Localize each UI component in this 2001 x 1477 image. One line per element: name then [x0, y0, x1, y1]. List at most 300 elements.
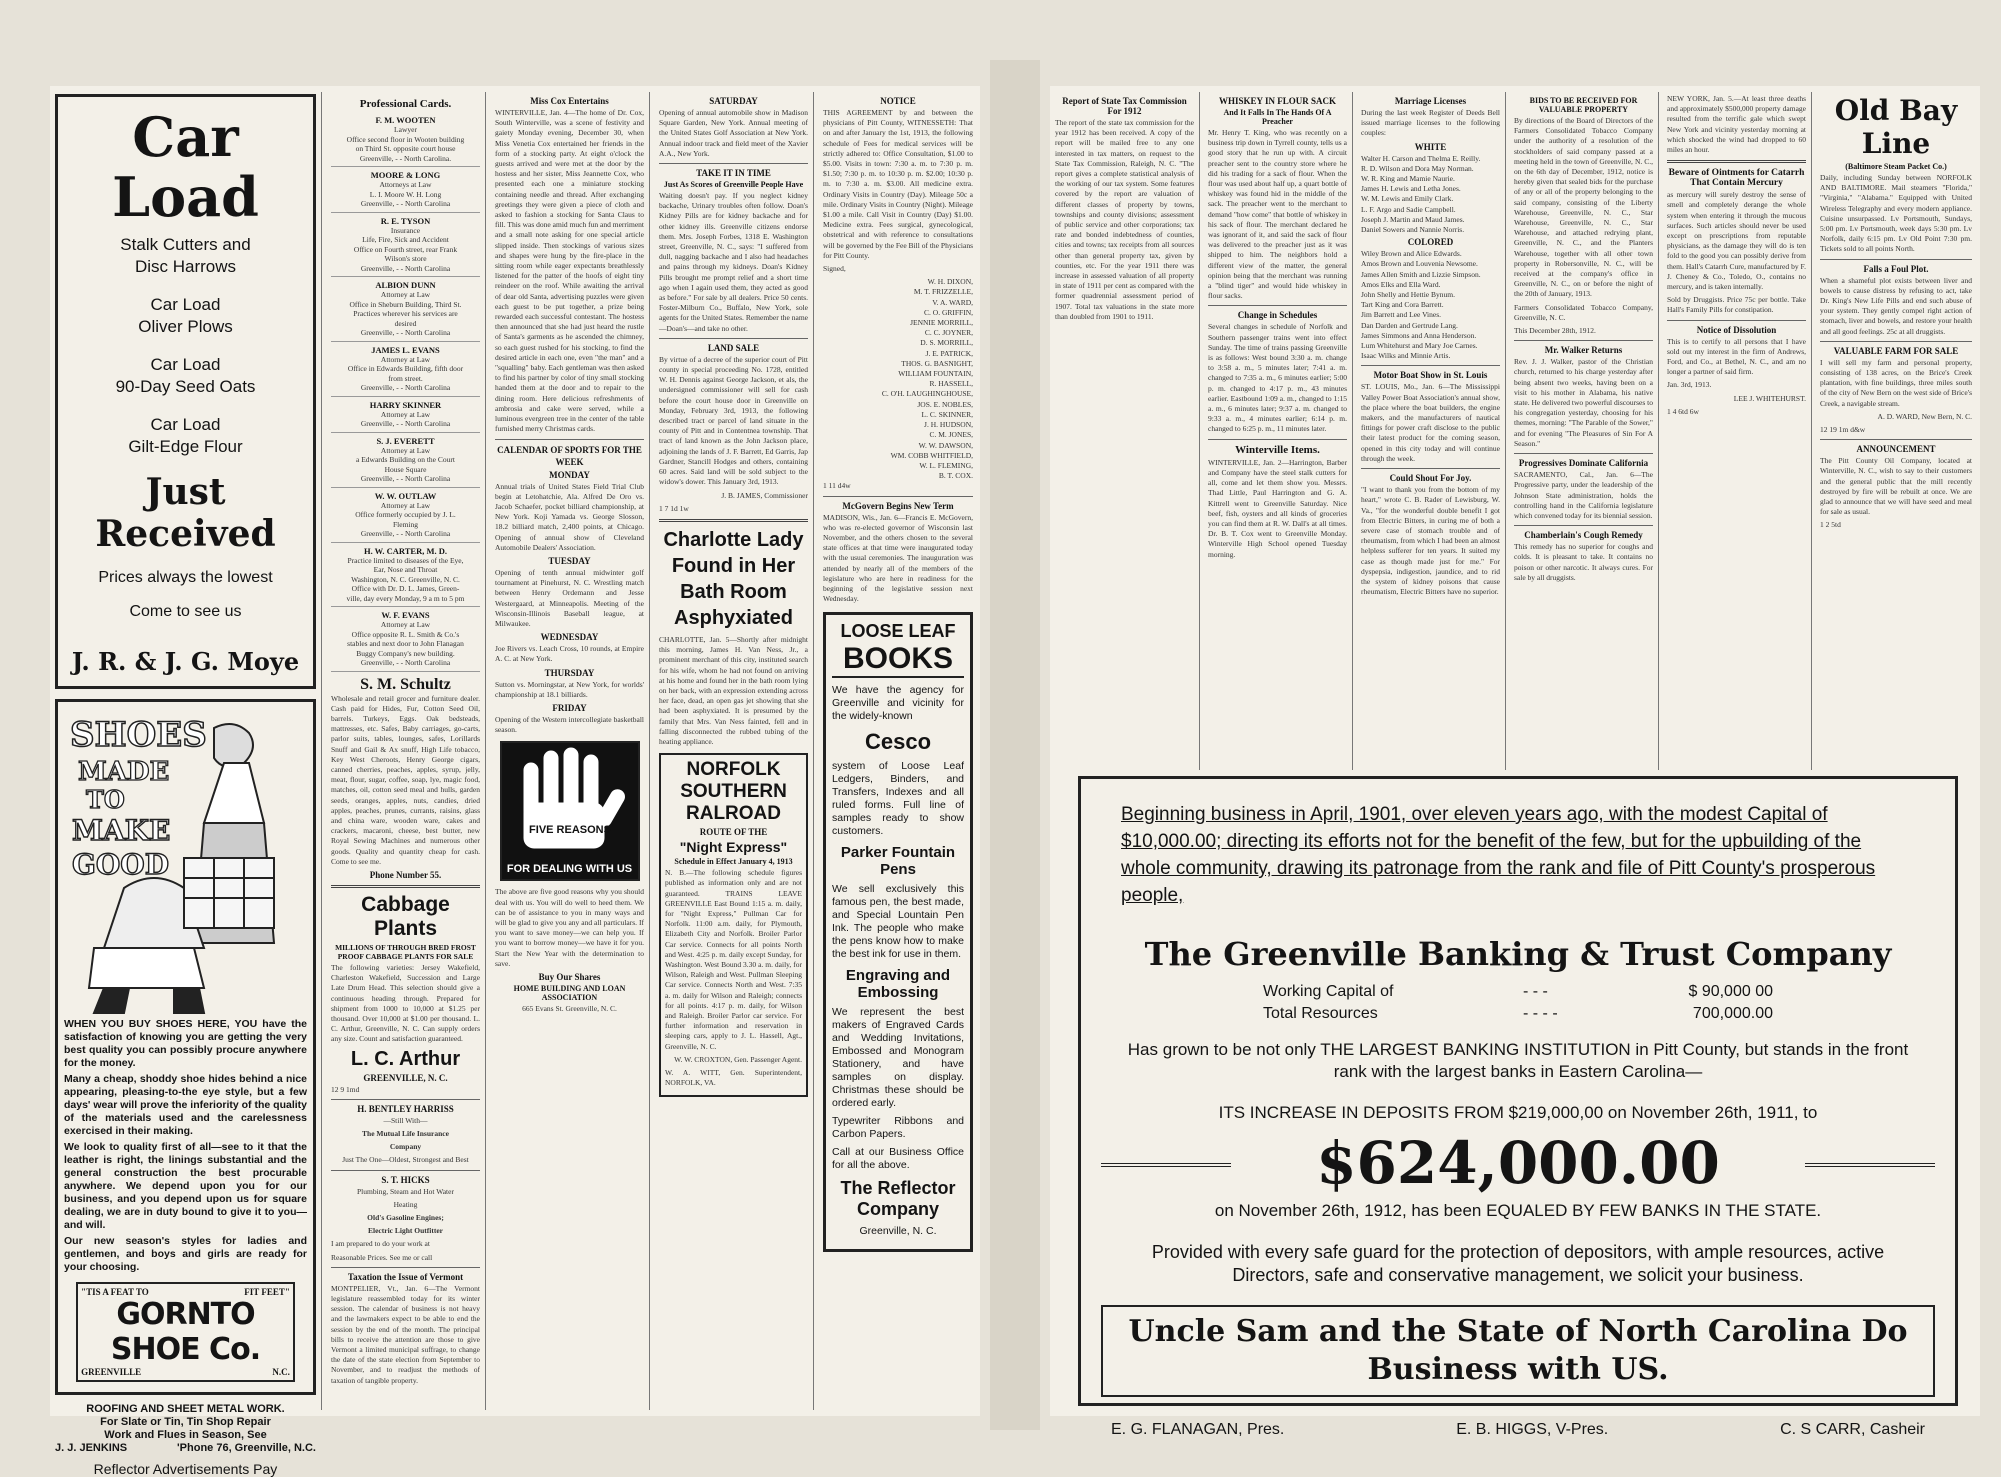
- shoes-headline-1: MADE: [78, 757, 170, 787]
- card-line: Greenville, - - North Carolina: [360, 263, 451, 273]
- saturday-day: SATURDAY: [709, 96, 758, 106]
- license-entry: Tart King and Cora Barrett.: [1361, 300, 1444, 310]
- moye-signature: J. R. & J. G. Moye: [71, 647, 300, 676]
- sports-text: Sutton vs. Morningstar, at New York, for worlds' championship at 18.1 billiards.: [495, 679, 644, 699]
- dissolution-code: 1 4 6td 6w: [1667, 406, 1699, 416]
- card-role: Attorney at Law: [380, 290, 431, 299]
- left-column-ads: [50, 92, 322, 1477]
- news-column-right: [818, 92, 978, 1410]
- whiskey-sub: And It Falls In The Hands Of A Preacher: [1223, 108, 1332, 126]
- cabbage-text: The following varieties: Jersey Wakefield, Charleston Wakefield, Succession and Large Late Drum Head. This selection should give a continuous heading through. Prepared for shipment from 1000 to 10,000 at $1.25 per thousand. Over 10,000 at $1.00 per thousand. L. C. Arthur, Greenville, N. C. Can supply orders any size. Count and satisfaction guaranteed.: [331, 962, 480, 1044]
- physician-name: W. L. FLEMING,: [919, 460, 973, 470]
- carload-line: Oliver Plows: [138, 317, 233, 336]
- bank-provided: Provided with every safe guard for the protection of depositors, with ample resources, active Directors, safe and conservative management, we solicit your business.: [1151, 1242, 1885, 1285]
- roofing-ad: [55, 1403, 316, 1455]
- license-entry: John Shelly and Hettie Bynum.: [1361, 290, 1455, 300]
- card-name: W. W. OUTLAW: [374, 490, 437, 501]
- roofing-phone: 'Phone 76, Greenville, N.C.: [177, 1442, 316, 1454]
- cox-text: WINTERVILLE, Jan. 4—The home of Dr. Cox, South Winterville, was a scene of festivity and gaiety Monday evening, December 30, when Miss Venetia Cox entertained her friends in the form of a stocking party. At eight o'clock the guests arrived and were met at the door by the hostess and her sister, Miss Jeannette Cox, who presented each one a miniature stocking containing needle and thread. After exchanging greetings they were given a piece of cloth and asked to fashion a stocking for Santa Claus to fill. This was done amid much fun and merriment and a small note asking for one special article slipped inside. Then stockings of various sizes and shapes were hung by the fire-place in the sitting room while eager expectants breathlessly listened for the patter of the hoofs of eight tiny reindeer on the roof. While awaiting the arrival of dear old Santa, advertising puzzles were given each guest to be put together, a prize being rewarded each successful contestant. The hostess then announced that she had just heard the rustle of Santa's garments as he ascended the chimney, so each guest rushed for his stocking, to find the desired article in each one, even "the man" and a "squalling" baby. Each gentleman was then asked to find his partner by color of tiny small stocking handed them at the door and to repair to the dining room. Here delicious refreshments of ambrosia and cake were served, while a luminous evergreen tree in the center of the table furnished merry Christmas cards.: [495, 108, 644, 434]
- five-reasons-caption: FOR DEALING WITH US: [506, 863, 633, 876]
- card-role: Attorneys at Law: [379, 180, 432, 189]
- arthur-name: L. C. Arthur: [350, 1047, 461, 1070]
- harriss-line: The Mutual Life Insurance: [362, 1128, 449, 1138]
- card-line: Office with Dr. D. L. James, Green-: [351, 584, 460, 593]
- sports-text: Joe Rivers vs. Leach Cross, 10 rounds, at Empire A. C. at New York.: [495, 644, 644, 664]
- physician-name: L. C. SKINNER,: [921, 409, 973, 419]
- hicks-line: I am prepared to do your work at: [331, 1239, 430, 1249]
- farm-title: VALUABLE FARM FOR SALE: [1833, 345, 1959, 356]
- cabbage-sub: MILLIONS OF THROUGH BRED FROST PROOF CABBAGE PLANTS FOR SALE: [335, 942, 476, 961]
- card-role: Attorney at Law: [380, 354, 431, 364]
- landsale-date: 1 7 1d 1w: [659, 503, 689, 513]
- card-role: Attorney at Law: [380, 409, 431, 419]
- dissolution-sign: LEE J. WHITEHURST.: [1733, 393, 1806, 403]
- resources-value: 700,000.00: [1692, 1005, 1773, 1022]
- license-entry: W. R. King and Mamie Naurie.: [1361, 174, 1455, 184]
- winterville-text: WINTERVILLE, Jan. 2—Harrington, Barber and Company have the steel stalk cutters for all, come and let them show you. Messrs. Thad Little, Paul Harrington and G. A. Kittrell went to Greenville Saturday. Nice beef, fish, oysters and all kinds of groceries you can find them at R. W. Dall's at all times. Dr. B. T. Cox went to Greenville Monday. Winterville High School opened Tuesday morning.: [1208, 457, 1347, 559]
- bank-equaled: on November 26th, 1912, has been EQUALED BY FEW BANKS IN THE STATE.: [1214, 1201, 1822, 1220]
- card-name: S. J. EVERETT: [376, 435, 435, 446]
- card-line: Wilson's store: [384, 254, 427, 263]
- license-entry: Daniel Sowers and Nannie Norris.: [1361, 225, 1465, 235]
- capital-label: Working Capital of: [1263, 983, 1394, 1000]
- sports-day: THURSDAY: [544, 667, 595, 678]
- saturday-text: Opening of annual automobile show in Madison Square Garden, New York. Annual meeting of the United States Golf Association at New York. Annual indoor track and field meet of the Xavier A.A., New York.: [659, 108, 808, 158]
- license-entry: Wiley Brown and Alice Edwards.: [1361, 249, 1462, 259]
- page-gutter: [990, 60, 1040, 1430]
- sports-text: Opening of tenth annual midwinter golf tournament at Pinehurst, N. C. Wrestling match between Henry Ordemann and Jesse Westergaard, at Minneapolis. Meeting of the Wisconsin-Illinois Baseball league, at Milwaukee.: [495, 567, 644, 628]
- books-para: system of Loose Leaf Ledgers, Binders, and Transfers, Indexes and all ruled forms. Full line of samples ready to show customers.: [832, 760, 964, 838]
- harriss-name: H. BENTLEY HARRISS: [357, 1103, 454, 1114]
- carload-ad: [55, 94, 316, 689]
- professional-card: [331, 607, 480, 672]
- bids-text: By directions of the Board of Directors of the Farmers Consolidated Tobacco Company under the authority of a resolution of the stockholders of said company passed at a meeting held in the town of Greenville, N. C., on the 6th day of December, 1912, notice is hereby given that sealed bids for the purchase of any or all of the property belonging to the said company, consisting of the Liberty Warehouse, Greenville, N. C., Star Warehouse, Greenville, N. C., Star Warehouse, and attached redrying plant, Greenville, N. C., and the Planters Warehouse, together with all other town property in Robersonville, N. C., will be received at the company's office in Greenville, N. C., on or before the night of the 20th of January, 1913.: [1514, 116, 1653, 299]
- farm-sign: A. D. WARD, New Bern, N. C.: [1877, 411, 1972, 421]
- gornto-store-name: GORNTO SHOE Co.: [110, 1297, 261, 1367]
- roofing-line: For Slate or Tin, Tin Shop Repair: [100, 1416, 271, 1428]
- sports-text: Opening of the Western intercollegiate basketball season.: [495, 714, 644, 735]
- professional-card: [331, 397, 480, 433]
- walker-text: Rev. J. J. Walker, pastor of the Christian church, returned to his charge yesterday after being absent two weeks, having been on a visit to his mother in Alabama, his native state. He delivered two powerful discourses to his congregation yesterday, choosing for his themes, morning: "The Parable of the Sower," and for evening "The Pleasures of Sin For A Season.": [1514, 357, 1653, 448]
- five-reasons-label: FIVE REASONS: [528, 824, 611, 837]
- books-para: Typewriter Ribbons and Carbon Papers.: [832, 1115, 964, 1141]
- norfolk-text: N. B.—The following schedule figures published as information only and are not guaranteed. TRAINS LEAVE GREENVILLE East Bound 1:15 a. m. daily, for "Night Express," Pullman Car for Norfolk. 11:00 a.m. daily, for Plymouth, Elizabeth City and Norfolk. Broiler Parlor Car service. Connects for all points North and West. 4:25 p. m. daily except Sunday, for Washington. West Bound 3.30 a. m. daily, for Wilson, Raleigh and West. Pullman Sleeping Car service. Connects North and West. 7:35 a. m. daily for Wilson and Raleigh; connects for all points. 4:17 p. m. daily, for Wilson and Raleigh. Broiler Parlor car service. For further information and reservation in sleeping cars, apply to J. L. Hassell, Agt., Greenville, N. C.: [665, 868, 802, 1051]
- license-entry: Isaac Wilks and Minnie Artis.: [1361, 351, 1451, 361]
- card-role: Attorney at Law: [380, 500, 431, 510]
- books-company: The Reflector Company: [840, 1178, 956, 1220]
- card-line: Practice limited to diseases of the Eye,: [347, 555, 464, 565]
- card-name: H. W. CARTER, M. D.: [363, 545, 448, 556]
- whiskey-title: WHISKEY IN FLOUR SACK: [1219, 96, 1336, 106]
- physician-name: JENNIE MORRILL,: [910, 318, 973, 328]
- hicks-name: S. T. HICKS: [381, 1174, 430, 1185]
- roofing-title: ROOFING AND SHEET METAL WORK.: [86, 1403, 285, 1415]
- card-line: Ear, Nose and Throat: [373, 565, 438, 574]
- cox-title: Miss Cox Entertains: [530, 96, 609, 106]
- resources-dashes: - - - -: [1523, 1005, 1558, 1022]
- card-line: Office opposite R. L. Smith & Co.'s: [351, 629, 460, 639]
- card-line: Greenville, - - North Carolina.: [359, 153, 452, 163]
- license-entry: James Simmons and Anna Henderson.: [1361, 330, 1477, 340]
- professional-card: [331, 433, 480, 488]
- left-newspaper-page: [50, 86, 980, 1477]
- shoes-ad: [55, 699, 316, 1395]
- carload-line: Car Load: [150, 355, 221, 374]
- books-para: Call at our Business Office for all the above.: [832, 1146, 964, 1172]
- notice-signed: Signed,: [823, 264, 846, 274]
- catarrh-title: Beware of Ointments for Catarrh That Contain Mercury: [1668, 168, 1805, 189]
- norfolk-southern-ad: [659, 753, 808, 1097]
- card-list: [331, 112, 480, 672]
- oldbay-sub: (Baltimore Steam Packet Co.): [1845, 162, 1947, 171]
- officer-cashier: C. S CARR, Casheir: [1780, 1421, 1925, 1438]
- physician-name: M. T. FRIZZELLE,: [913, 287, 973, 297]
- officer-vice-president: E. B. HIGGS, V-Pres.: [1456, 1421, 1609, 1438]
- taxreport-text: The report of the state tax commission for the year 1912 has been received. A copy of the report will be mailed free to any one interested in tax matters, on request to the State Tax Commission, Raleigh, N. C. "The report gives a complete statistical analysis of the working of our tax system. Some features covered by the report are valuation of different classes of property by towns, townships and county divisions; assessment of public service and other corporations; tax rate and bonded indebtedness of counties, cities and towns; tax receipts from all sources other than general property tax, given by counties, etc. For the year 1911 there was increase in assessed valuation of all property in state of 1911 per cent as compared with the former quadrennial assessment period of 1907. Total tax valuations in the state more than doubled from 1901 to 1911.: [1055, 118, 1194, 321]
- sports-day: TUESDAY: [548, 555, 591, 566]
- homebuilding-name: HOME BUILDING AND LOAN ASSOCIATION: [513, 983, 626, 1002]
- takeit-title: TAKE IT IN TIME: [696, 168, 771, 179]
- gornto-city: GREENVILLE: [81, 1367, 142, 1377]
- card-name: W. F. EVANS: [381, 610, 430, 620]
- harriss-line: Company: [389, 1142, 422, 1152]
- bank-officers: [1111, 1421, 1925, 1439]
- card-line: Fleming: [392, 519, 418, 529]
- card-line: on Third St. opposite court house: [355, 144, 456, 153]
- physician-name: D. S. MORRILL,: [920, 338, 973, 348]
- carload-line: Gilt-Edge Flour: [128, 437, 243, 456]
- physician-name: W. H. DIXON,: [927, 277, 973, 287]
- bank-increase: ITS INCREASE IN DEPOSITS FROM $219,000,00 on November 26th, 1911, to: [1218, 1103, 1818, 1122]
- card-line: desired: [394, 318, 417, 328]
- shoes-headline-4: GOOD: [72, 848, 169, 881]
- bank-deposit-amount: $624,000.00: [1081, 1129, 1955, 1197]
- lady-text: CHARLOTTE, Jan. 5—Shortly after midnight this morning, James H. Van Ness, Jr., a prominent merchant of this city, instituted search for his wife, whom he had not found on arriving at his home and found her in the bath room lying on her back, with an expression extending across her face, dead, an open gas jet showing that she had been asphyxiated. It is presumed by the family that Mrs. Van Ness fainted, fell and in falling disconnected the rubbed tubing of the heating appliance.: [659, 634, 808, 746]
- homebuilding-title: Buy Our Shares: [538, 971, 601, 982]
- professional-card: [331, 213, 480, 278]
- catarrh-foot: Sold by Druggists. Price 75c per bottle. Take Hall's Family Pills for constipation.: [1667, 295, 1806, 315]
- notice-text: THIS AGREEMENT by and between the physicians of Pitt County, WITNESSETH: That on and after January the 1st, 1913, the following schedule of Fees for medical services will be strictly adhered to: Office Consultation, $1.00 to $5.00. Visits in town: 7:30 a. m. to 7:30 p. m. $1.50; 7:30 p. m. to 10:30 p. m. $2.00; 10:30 p. m. to 7:30 a. m. $3.00. All medicine extra. Ordinary Visits in Country (Day). Mileage 50c a mile. Ordinary Visits in Country (Night). Mileage $1.00 a mile. Call Visit in Country (Day) $1.00. Medicine extra. Fees surgical, gynecological, obstetrical and with reference to consultations will be governed by the Fee Bill of the Physicians for Pitt County.: [823, 108, 973, 260]
- bank-capital-table: [1081, 981, 1955, 1025]
- bids-title: BIDS TO BE RECEIVED FOR VALUABLE PROPERTY: [1529, 96, 1638, 114]
- card-line: Practices wherever his services are: [353, 309, 458, 318]
- cabbage-title: Cabbage Plants: [361, 892, 450, 940]
- california-text: SACRAMENTO, Cal., Jan. 6—The Progressive party, under the leadership of the Johnson State administration, holds the controlling hand in the California legislature which convened today for its biennial session.: [1514, 470, 1653, 520]
- card-role: Attorney at Law: [380, 620, 431, 629]
- card-name: JAMES L. EVANS: [371, 344, 440, 355]
- card-name: ALBION DUNN: [375, 280, 436, 290]
- professional-card: [331, 543, 480, 608]
- capital-dashes: - - -: [1523, 983, 1548, 1000]
- dissolution-date: Jan. 3rd, 1913.: [1667, 380, 1712, 390]
- dissolution-title: Notice of Dissolution: [1696, 324, 1777, 335]
- sports-day: MONDAY: [549, 469, 590, 480]
- professional-cards-column: [326, 92, 486, 1410]
- licenses-colored: COLORED: [1407, 237, 1454, 248]
- physician-name: J. E. PATRICK,: [925, 348, 973, 358]
- five-reasons-hand: [500, 741, 640, 881]
- arthur-date: 12 9 1md: [331, 1084, 360, 1094]
- card-line: Office in Sheburn Building, Third St.: [349, 299, 462, 309]
- card-name: F. M. WOOTEN: [375, 115, 436, 125]
- bank-grown: Has grown to be not only THE LARGEST BANKING INSTITUTION in Pitt County, but stands in the front rank with the largest banks in Eastern Carolina—: [1127, 1040, 1909, 1081]
- shoes-copy: [64, 1018, 307, 1274]
- physician-name: C. M. JONES,: [929, 430, 973, 440]
- takeit-text: Waiting doesn't pay. If you neglect kidney backache, Urinary troubles often follow. Doan's Kidney Pills are for kidney backache and for other kidney ills. Greenville citizens endorse them. Mrs. Joseph Forbes, 1318 E. Washington street, Greenville, N. C., says: "I suffered from dull, nagging backache and I also had headaches and pains through my kidneys. Doan's Kidney Pills brought me prompt relief and a short time ago when I again used them, they acted as good as before." For sale by all dealers. Price 50 cents. Foster-Milburn Co., Buffalo, New York, sole agents for the United States. Remember the name—Doan's—and take no other.: [659, 191, 808, 333]
- license-entry: Amos Brown and Louvenia Newsome.: [1361, 259, 1478, 269]
- hicks-line: Plumbing, Steam and Hot Water: [357, 1186, 454, 1196]
- card-line: House Square: [384, 464, 427, 474]
- physician-name: V. A. WARD,: [932, 297, 973, 307]
- announce-title: ANNOUNCEMENT: [1856, 444, 1936, 455]
- carload-line: Stalk Cutters and: [120, 235, 251, 254]
- card-line: Greenville, - - North Carolina: [360, 199, 451, 208]
- license-entry: Dan Darden and Gertrude Lang.: [1361, 320, 1458, 330]
- winterville-title: Winterville Items.: [1235, 443, 1320, 456]
- notice-title: NOTICE: [880, 96, 916, 106]
- books-para: We sell exclusively this famous pen, the best made, and Special Lountain Pen Ink. The people who make the pens know how to make the best ink for use in them.: [832, 883, 964, 961]
- professional-card: [331, 112, 480, 167]
- license-entry: R. D. Wilson and Dora May Norman.: [1361, 163, 1474, 173]
- sports-day: WEDNESDAY: [540, 632, 599, 643]
- card-name: R. E. TYSON: [380, 215, 431, 226]
- oldbay-column: [1815, 92, 1977, 770]
- hicks-line: Electric Light Outfitter: [368, 1226, 443, 1236]
- carload-line: Car Load: [150, 295, 221, 314]
- homebuilding-text: The above are five good reasons why you should deal with us. You will do well to heed them. We can be of assistance to you in many ways and will be glad to give you any and all particulars. If you want to save money—we can help you. If you want to borrow money—we have it for you. Start the New Year with the determination to save.: [495, 887, 644, 968]
- card-line: Office in Edwards Building, fifth door: [347, 364, 464, 373]
- reflector-ads-pay: Reflector Advertisements Pay: [93, 1461, 278, 1477]
- card-line: L. I. Moore W. H. Long: [369, 189, 442, 199]
- norfolk-agent: W. W. CROXTON, Gen. Passenger Agent.: [674, 1054, 802, 1064]
- slogan-right: FIT FEET": [244, 1287, 290, 1297]
- falls-title: Falls a Foul Plot.: [1863, 263, 1929, 274]
- carload-title: Car Load: [112, 105, 259, 229]
- card-line: Office second floor in Wooten building: [346, 134, 465, 144]
- physician-name: WILLIAM FOUNTAIN,: [898, 369, 973, 379]
- books-para: We represent the best makers of Engraved Cards and Wedding Invitations, Embossed and Monogram Stationery, and have samples on display. Christmas these should be ordered early.: [832, 1006, 964, 1110]
- physician-name: J. H. HUDSON,: [924, 420, 973, 430]
- carload-line: Disc Harrows: [134, 257, 237, 276]
- schedule-title: Change in Schedules: [1237, 310, 1318, 321]
- physician-name: JOS. E. NOBLES,: [917, 399, 973, 409]
- license-entry: Jim Barrett and Lee Vines.: [1361, 310, 1442, 320]
- dissolution-text: This is to certify to all persons that I have sold out my interest in the firm of Andrews, Ford, and Co., at Bethel, N. C., and am no longer a partner of said firm.: [1667, 336, 1806, 377]
- news-column-cox: [490, 92, 650, 1410]
- bank-intro: Beginning business in April, 1901, over eleven years ago, with the modest Capital of $10,000.00; directing its efforts not for the benefit of the few, but for the upbuilding of the whole community, drawing its patronage from the rank and file of Pitt County's prosperous people,: [1121, 804, 1876, 906]
- card-line: stables and next door to John Flanagan: [347, 639, 464, 648]
- resources-label: Total Resources: [1263, 1005, 1378, 1022]
- announce-code: 1 2 5td: [1820, 520, 1841, 530]
- licenses-column: [1356, 92, 1506, 770]
- lady-headline: Charlotte Lady Found in Her Bath Room Asphyxiated: [663, 528, 804, 629]
- sports-text: Annual trials of United States Field Trial Club begin at Letohatchie, Ala. Alfred De Oro vs. Jacob Schaefer, pocket billiard championship, at New York. Koji Yamada vs. George Slosson, 18.2 billiard match, 2,400 points, at Chicago. Opening of annual show of Cleveland Automobile Dealers' Association.: [495, 481, 644, 552]
- right-newspaper-page: [1050, 86, 1980, 1438]
- hand-icon: [502, 743, 638, 853]
- vermont-title: Taxation the Issue of Vermont: [347, 1271, 464, 1282]
- california-title: Progressives Dominate California: [1518, 458, 1649, 469]
- gornto-state: N.C.: [272, 1367, 290, 1377]
- card-line: ville, day every Monday, 9 a m to 5 pm: [346, 593, 465, 603]
- norfolk-express: "Night Express": [679, 839, 788, 856]
- falls-text: When a shameful plot exists between liver and bowels to cause distress by refusing to act, take Dr. King's New Life Pills and end such abuse of your system. They gently compel right action of stomach, liver and bowels, and restore your health and all good feelings. 25c at all druggists.: [1820, 275, 1972, 336]
- card-line: Greenville, - - North Carolina: [360, 529, 451, 538]
- landsale-sign: J. B. JAMES, Commissioner: [721, 490, 808, 500]
- shoe-couple-drawing: [64, 708, 314, 1018]
- tax-column: [1050, 92, 1200, 770]
- physician-name: C. O'H. LAUGHINGHOUSE,: [881, 389, 973, 399]
- physician-name: WM. COBB WHITFIELD,: [890, 450, 973, 460]
- just-received: Just Received: [95, 471, 276, 555]
- sports-day: FRIDAY: [552, 702, 587, 713]
- mcgovern-title: McGovern Begins New Term: [842, 500, 954, 511]
- card-role: Insurance: [390, 225, 421, 235]
- whiskey-text: Mr. Henry T. King, who was recently on a business trip down in Tyrrell county, tells us a good story that he run up with. A circuit preacher sent to the country store where he did his trading for a sack of flour. When the flour was used about half up, a quart bottle of whiskey was found hid in the middle of the sack. The preacher went to the merchant to demand "how come" that bottle of whiskey in his sack of flour. The merchant declared he was ignorant of it, and said the sack of flour was delivered to the preacher just as it was shipped to him. The neighbors hold a different view of the matter, the general opinion being that the merchant was running a "blind tiger" and would hide whiskey in flour sacks.: [1208, 128, 1347, 301]
- taxreport-title: Report of State Tax Commission For 1912: [1062, 96, 1187, 116]
- physician-name: R. HASSELL,: [929, 379, 973, 389]
- professional-card: [331, 488, 480, 543]
- license-entry: Lum Whitehurst and Mary Joe Carnes.: [1361, 341, 1478, 351]
- physician-name: C. C. JOYNER,: [924, 328, 973, 338]
- physician-name: THOS. G. BASNIGHT,: [901, 358, 973, 368]
- vermont-text: MONTPELIER, Vt., Jan. 6—The Vermont legislature reassembled today for its winter session. The calendar of business is not heavy and the lawmakers expect to be able to end the session by the end of the month. The principal bills to receive the attention are those to give Vermont a limited municipal suffrage, to change the date of the state election from September to November, and to readjust the methods of taxation of tangible property.: [331, 1283, 480, 1385]
- norfolk-title-2: RALROAD: [686, 803, 781, 825]
- physician-name: W. W. DAWSON,: [918, 440, 973, 450]
- card-line: from street.: [388, 373, 423, 383]
- shoes-headline-0: SHOES: [70, 715, 207, 755]
- landsale-text: By virtue of a decree of the superior court of Pitt county in special proceeding No. 1728, entitled W. H. Dennis against George Jackson, et als, the undersigned commissioner will sell for cash before the court house door in Greenville on Monday, February 3rd, 1913, the following described tract or parcel of land situate in the county of Pitt and in Contentnea township. That tract of land known as the John Jackson place, adjoining the lands of J. F. Barrett, Ed Garris, Jap Gardner, Stancill Hodges and others, containing 60 acres. Said land will be sold subject to the widow's dower. This January 3rd, 1913.: [659, 354, 808, 487]
- harriss-line: —Still With—: [383, 1115, 428, 1125]
- shoes-headline-3: MAKE: [72, 814, 171, 847]
- physician-name: C. O. GRIFFIN,: [924, 307, 973, 317]
- bids-column: [1509, 92, 1659, 770]
- license-entry: L. F. Argo and Sadie Campbell.: [1361, 204, 1456, 214]
- gornto-logo: [76, 1282, 295, 1382]
- officer-president: E. G. FLANAGAN, Pres.: [1111, 1421, 1285, 1438]
- card-line: Greenville, - - North Carolina: [360, 383, 451, 392]
- harriss-line: Just The One—Oldest, Strongest and Best: [342, 1155, 469, 1165]
- roofing-name: J. J. JENKINS: [55, 1442, 128, 1454]
- colored-license-list: [1361, 249, 1500, 361]
- licenses-text: During the last week Register of Deeds Bell issued marriage licenses to the following couples:: [1361, 108, 1500, 138]
- hicks-line: Reasonable Prices. See me or call: [331, 1252, 433, 1262]
- card-name: MOORE & LONG: [370, 170, 441, 180]
- bank-name: The Greenville Banking & Trust Company: [1144, 935, 1892, 973]
- loose-leaf-books-ad: [823, 612, 973, 1252]
- physician-list: [823, 277, 973, 481]
- card-name: HARRY SKINNER: [369, 399, 442, 410]
- chamberlain-text: This remedy has no superior for coughs and colds. It is pleasant to take. It contains no poison or other narcotic. It always cures. For sale by all druggists.: [1514, 542, 1653, 582]
- licenses-title: Marriage Licenses: [1394, 96, 1467, 106]
- license-entry: James H. Lewis and Letha Jones.: [1361, 184, 1461, 194]
- schedule-text: Several changes in schedule of Norfolk and Southern passenger trains went into effect Sunday. The time of trains passing Greenville is as follows: West bound 3:30 a. m. change to 3:58 a. m., 5 minutes later; 7:41 a. m. changed to 7:35 a. m., 6 minutes earlier; 5:00 p. m. changed to 4:17 p. m., 43 minutes earlier. Eastbound 1:09 a. m., changed to 1:15 a. m., 6 minutes later; 9:37 a. m. changed to 9:33 a. m., 4 minutes earlier; 6:14 p. m. changed to 6:25 p. m., 11 minutes later.: [1208, 322, 1347, 434]
- card-line: Office on Fourth street, rear Frank: [353, 244, 458, 254]
- homebuilding-addr: 665 Evans St. Greenville, N. C.: [522, 1003, 617, 1013]
- license-entry: Amos Elks and Ella Ward.: [1361, 279, 1441, 289]
- come-line: Come to see us: [129, 603, 242, 620]
- capital-value: $ 90,000 00: [1688, 983, 1773, 1000]
- hicks-line: Old's Gasoline Engines;: [367, 1213, 444, 1222]
- books-engraving: Engraving and Embossing: [845, 967, 951, 1002]
- arthur-city: GREENVILLE, N. C.: [363, 1072, 448, 1083]
- schultz-name: S. M. Schultz: [360, 675, 451, 693]
- joy-title: Could Shout For Joy.: [1389, 473, 1472, 484]
- bank-advertisement: [1078, 776, 1958, 1438]
- takeit-sub: Just As Scores of Greenville People Have: [663, 180, 804, 190]
- carload-line: 90-Day Seed Oats: [115, 377, 256, 396]
- shoes-paragraph: Our new season's styles for ladies and gentlemen, and boys and girls are ready for your choosing.: [64, 1235, 307, 1273]
- whiskey-column: [1203, 92, 1353, 770]
- bids-sign: Farmers Consolidated Tobacco Company, Greenville, N. C.: [1514, 302, 1653, 322]
- card-line: Greenville, - - North Carolina: [360, 419, 451, 428]
- shoes-headline-2: TO: [86, 785, 125, 814]
- notice-date: 1 11 d4w: [823, 481, 851, 491]
- announce-text: The Pitt County Oil Company, located at Winterville, N. C., wish to say to their customers and the general public that the mill recently destroyed by fire will be rebuilt at once. We are glad to announce that we will have seed and meal for sale as usual.: [1820, 456, 1972, 517]
- mcgovern-text: MADISON, Wis., Jan. 6—Francis E. McGovern, who was re-elected governor of Wisconsin last November, and the others chosen to the several state offices at that time were inaugurated today with the usual ceremonies. The inauguration was attended by nearly all of the members of the legislature who are here in readiness for the beginning of the legislative session next Wednesday.: [823, 512, 973, 604]
- newyork-text: NEW YORK, Jan. 5.—At least three deaths and approximately $500,000 property damage resulted from the terrific gale which swept New York and vicinity yesterday morning at which shocked the wind had dropped to 60 miles an hour.: [1667, 94, 1806, 155]
- books-title-1: LOOSE LEAF: [840, 621, 956, 642]
- news-column-middle: [654, 92, 814, 1410]
- books-cesco: Cesco: [864, 729, 932, 755]
- farm-date: 12 19 1m d&w: [1820, 425, 1866, 435]
- norfolk-supt: W. A. WITT, Gen. Superintendent, NORFOLK, VA.: [665, 1068, 802, 1088]
- shoes-paragraph: We look to quality first of all—see to it that the leather is right, the linings substantial and the general construction the best procurable anywhere. We depend upon you for our business, and you depend upon us for square dealing, we are in duty bound to give it to you—and will.: [64, 1141, 307, 1231]
- books-para: We have the agency for Greenville and vicinity for the widely-known: [832, 684, 964, 723]
- card-role: Lawyer: [394, 125, 417, 134]
- card-line: a Edwards Building on the Court: [356, 455, 455, 464]
- books-parker: Parker Fountain Pens: [840, 844, 956, 879]
- books-title-2: BOOKS: [832, 642, 964, 678]
- oldbay-text: Daily, including Sunday between NORFOLK AND BALTIMORE. Mail steamers "Florida," "Virginia," "Alabama." Equipped with United Wireless Telegraphy and every modern appliance. Cuisine unsurpassed. Lv Portsmouth, Sundays, 5:00 pm. Lv Portsmouth, week days 5:30 pm. Lv Norfolk, daily 6:15 pm. Lv Old Point 7:30 pm. Tickets sold to all points North.: [1820, 173, 1972, 254]
- catarrh-column: [1662, 92, 1812, 770]
- landsale-title: LAND SALE: [707, 342, 760, 353]
- catarrh-text: as mercury will surely destroy the sense of smell and completely derange the whole system when entering it through the mucous surfaces. Such articles should never be used except on prescriptions from reputable physicians, as the damage they will do is ten fold to the good you can possibly derive from them. Hall's Catarrh Cure, manufactured by F. J. Cheney & Co., Toledo, O., contains no mercury, and is taken internally.: [1667, 190, 1806, 292]
- card-line: Office formerly occupied by J. L.: [355, 510, 456, 519]
- bank-uncle-sam: Uncle Sam and the State of North Carolina Do Business with US.: [1101, 1305, 1935, 1397]
- shoe-illustration: [64, 708, 307, 1018]
- professional-card: [331, 277, 480, 342]
- carload-line: Car Load: [150, 415, 221, 434]
- professional-heading: Professional Cards.: [359, 98, 452, 110]
- prices-line: Prices always the lowest: [98, 569, 273, 586]
- white-license-list: [1361, 154, 1500, 236]
- card-line: Buggy Company's new building.: [356, 648, 455, 658]
- card-line: Greenville, - - North Carolina: [360, 474, 451, 483]
- schultz-phone: Phone Number 55.: [369, 869, 442, 880]
- card-line: Greenville, - - North Carolina: [360, 658, 451, 667]
- card-line: Washington, N. C. Greenville, N. C.: [351, 574, 460, 584]
- motorboat-text: ST. LOUIS, Mo., Jan. 6—The Mississippi Valley Power Boat Association's annual show, the place where the boat builders, the engine makers, and the manufacturers of nautical fittings for power craft disclose to the public their latest product for the coming season, opened in this city today and will continue through the week.: [1361, 382, 1500, 463]
- norfolk-schedule: Schedule in Effect January 4, 1913: [674, 857, 793, 867]
- shoes-paragraph: Many a cheap, shoddy shoe hides behind a nice appearing, pleasing-to-the eye style, but a few days' wear will prove the inferiority of the quality of the materials used and the carelessness exercised in their making.: [64, 1073, 307, 1137]
- slogan-left: "TIS A FEAT TO: [81, 1287, 149, 1297]
- physician-name: B. T. COX.: [938, 471, 973, 481]
- farm-text: I will sell my farm and personal property, consisting of 138 acres, on the Brice's Creek plantation, with fine buildings, three miles south of the city of New Bern on the west side of Brice's Creek, a navigable stream.: [1820, 357, 1972, 408]
- sports-title: CALENDAR OF SPORTS FOR THE WEEK: [497, 444, 642, 467]
- card-line: Greenville, - - North Carolina: [360, 328, 451, 337]
- license-entry: James Allen Smith and Lizzie Simpson.: [1361, 269, 1481, 279]
- motorboat-title: Motor Boat Show in St. Louis: [1373, 370, 1488, 381]
- joy-text: "I want to thank you from the bottom of my heart," wrote C. B. Rader of Lewisburg, W. Va., "for the wonderful double benefit I got from Electric Bitters, in curing me of both a severe case of stomach trouble and of rheumatism, from which I had been an almost helpless sufferer for ten years. It suited my case as though made just for me." For dyspepsia, indigestion, jaundice, and to rid the system of kidney poisons that cause rheumatism, Electric Bitters have no superior.: [1361, 485, 1500, 597]
- license-entry: Walter H. Carson and Thelma E. Reilly.: [1361, 153, 1481, 163]
- walker-title: Mr. Walker Returns: [1544, 345, 1623, 356]
- shoes-paragraph: WHEN YOU BUY SHOES HERE, YOU have the satisfaction of knowing you are getting the very best quality you can possibly procure anywhere for the money.: [64, 1018, 307, 1069]
- professional-card: [331, 167, 480, 213]
- bids-date: This December 28th, 1912.: [1514, 326, 1596, 336]
- professional-card: [331, 342, 480, 397]
- card-role: Attorney at Law: [380, 445, 431, 455]
- schultz-text: Wholesale and retail grocer and furniture dealer. Cash paid for Hides, Fur, Cotton Seed Oil, barrels. Turkeys, Eggs. Oak bedsteads, mattresses, etc. Safes, Baby carriages, go-carts, parlor suits, tables, lounges, safes, Lorillards Snuff and Gail & Ax snuff, High Life tobacco, Key West Cheroots, Henry George cigars, canned cherries, peaches, apples, syrup, jelly, meat, flour, sugar, coffee, soap, lye, magic food, matches, oil, cotton seed meal and hulls, garden seeds, oranges, apples, nuts, candies, dried apples, peaches, prunes, currants, raisins, glass and china ware, wooden ware, cakes and crackers, macaroni, cheese, best butter, new Royal Sewing Machines and numerous other goods. Quality and quantity cheap for cash. Come to see me.: [331, 693, 480, 866]
